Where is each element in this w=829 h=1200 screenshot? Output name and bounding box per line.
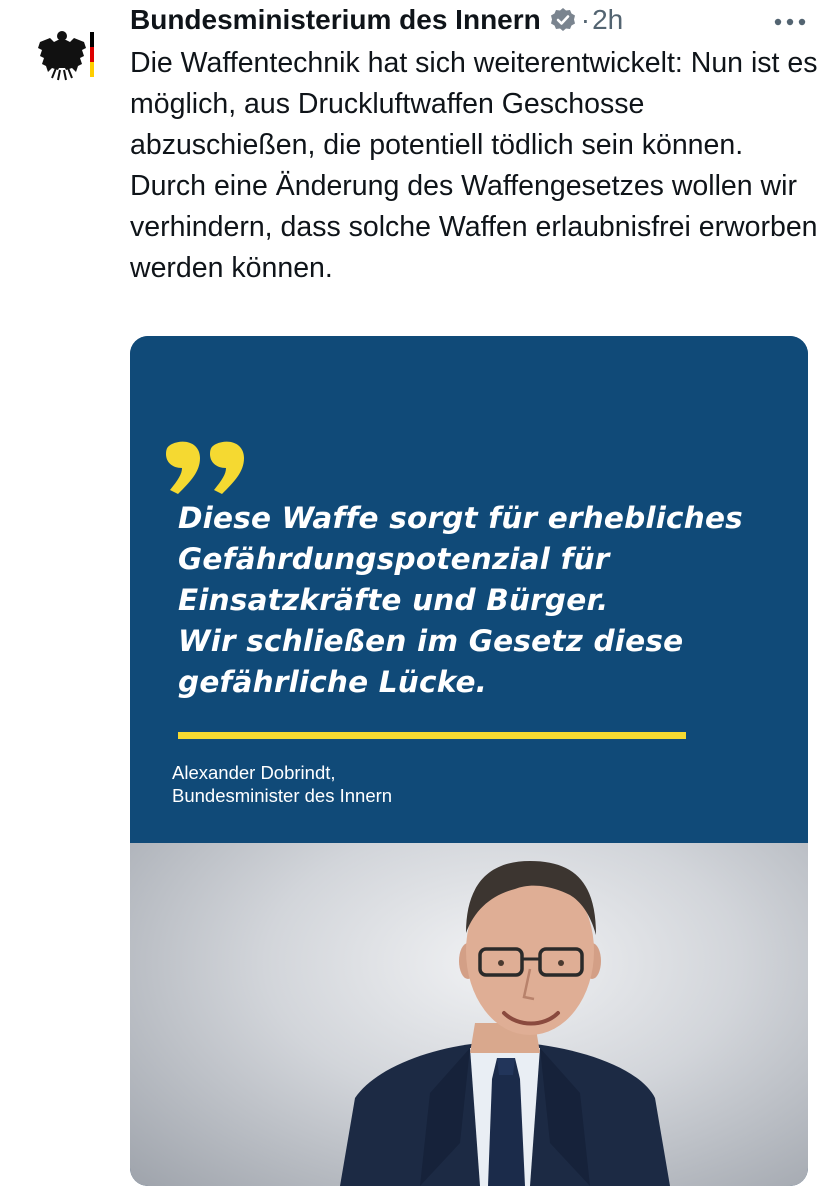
quote-line: Diese Waffe sorgt für erhebliches bbox=[178, 501, 743, 535]
quote-line: Einsatzkräfte und Bürger. bbox=[178, 583, 609, 617]
verified-badge-icon[interactable] bbox=[549, 6, 577, 34]
quote-attribution bbox=[172, 761, 392, 807]
federal-eagle-icon bbox=[34, 28, 98, 82]
portrait-photo bbox=[130, 843, 808, 1186]
quote-panel bbox=[130, 336, 808, 843]
avatar[interactable] bbox=[34, 28, 98, 82]
quote-line: gefährliche Lücke. bbox=[178, 665, 488, 699]
post-header bbox=[130, 2, 623, 38]
post-media-image[interactable] bbox=[130, 336, 808, 1186]
quote-text bbox=[178, 498, 798, 703]
post-text: Die Waffentechnik hat sich weiterentwickelt: Nun ist es möglich, aus Druckluftwaffen Geschosse abzuschießen, die potentiell tödlich sein können. Durch eine Änderung des Waffengesetzes wollen wir verhindern, dass solche Waffen erlaubnisfrei erworben werden können. bbox=[130, 47, 818, 284]
quote-line: Gefährdungspotenzial für bbox=[178, 542, 610, 576]
quote-line: Wir schließen im Gesetz diese bbox=[178, 624, 684, 658]
speaker-title: Bundesminister des Innern bbox=[172, 785, 393, 806]
speaker-name: Alexander Dobrindt, bbox=[172, 762, 336, 783]
author-name[interactable]: Bundesministerium des Innern bbox=[130, 4, 541, 35]
more-options-icon[interactable] bbox=[770, 8, 810, 36]
timestamp[interactable]: 2h bbox=[592, 4, 624, 35]
separator-dot: · bbox=[580, 4, 591, 35]
accent-underline bbox=[178, 732, 686, 739]
portrait-illustration bbox=[130, 843, 808, 1186]
